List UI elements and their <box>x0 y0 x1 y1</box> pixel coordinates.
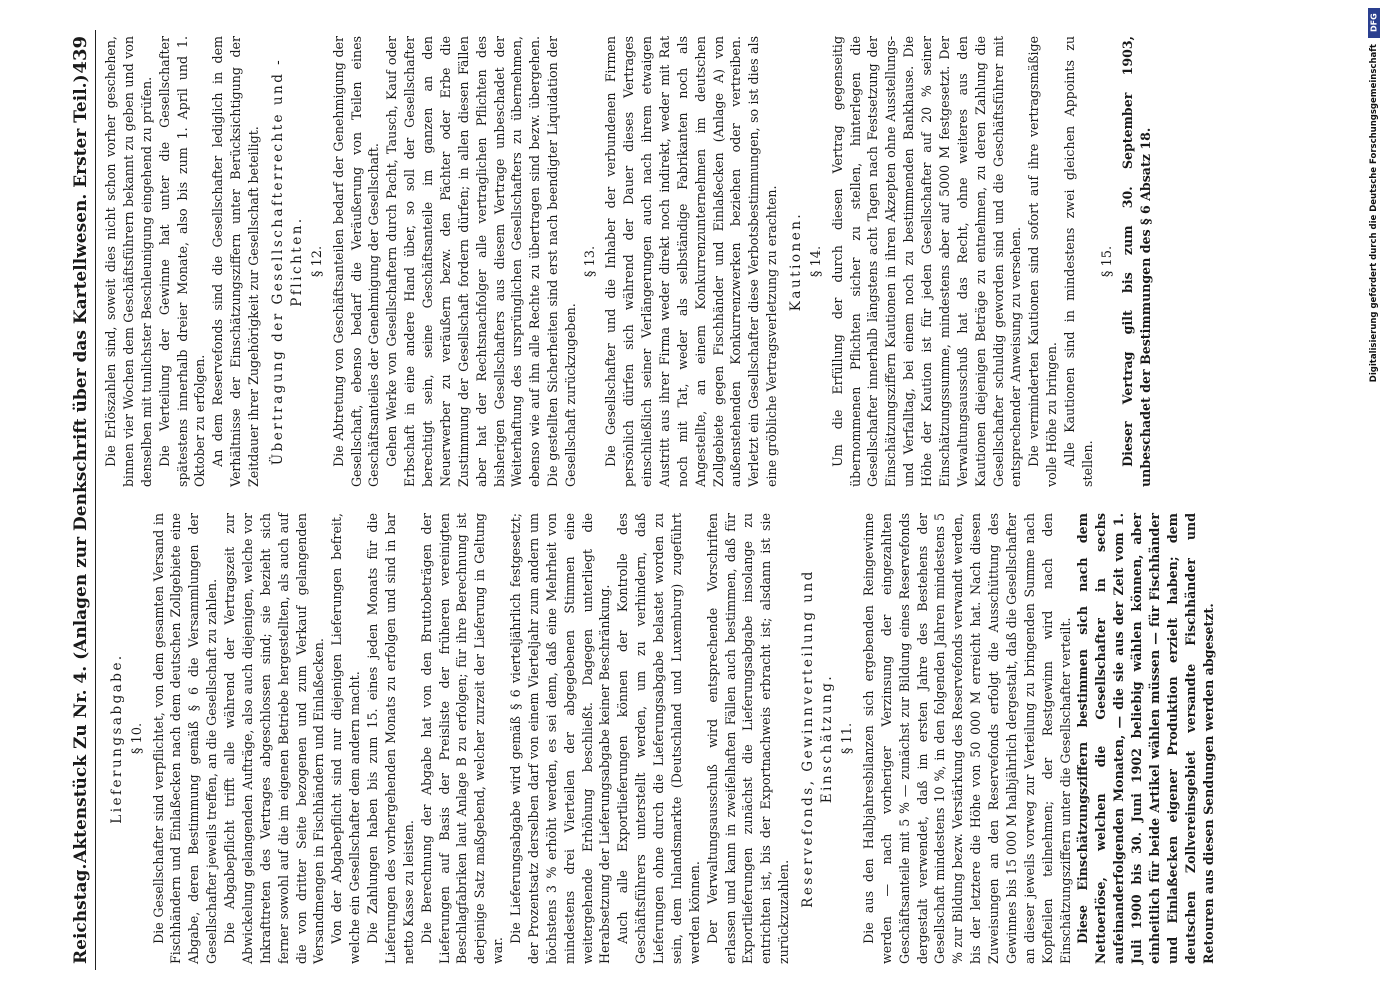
paragraph: Gehen Werke von Gesellschaftern durch Pacht, Tausch, Kauf oder Erbschaft in eine andere Hand über, so soll der Gesellschafter berechtigt sein, seine Geschäftsanteile im ganzen an den Neuerwerber zu veräußern bezw. den Pächter oder Erbe die Zustimmung der Gesellschaft fordern dürfen; in allen diesen Fällen aber hat der Rechtsnachfolger alle vertraglichen Pflichten des bisherigen Gesellschafters aus diesem Vertrage unbeschadet der Weiterhaftung des ursprünglichen Gesellschafters zu übernehmen, ebenso wie auf ihn alle Rechte zu übertragen sind bezw. übergehen. Die gestellten Sicherheiten sind erst nach beendigter Liquidation der Gesellschaft zurückzugeben. <box>384 36 579 487</box>
header-title: Aktenstück Zu Nr. 4. (Anlagen zur Denkschrift über das Kartellwesen. Erster Teil.) <box>71 74 91 863</box>
header-left: Reichstag. <box>71 863 91 964</box>
credit-text: Digitalisierung gefördert durch die Deutsche Forschungsgemeinschaft <box>1369 44 1379 383</box>
paragraph: Alle Kautionen sind in mindestens zwei gleichen Appoints zu stellen. <box>1062 36 1095 487</box>
paragraph: Von der Abgabepflicht sind nur diejenigen Lieferungen befreit, welche ein Gesellschafter dem andern macht. <box>329 513 363 964</box>
paragraph: Die Erlöszahlen sind, soweit dies nicht schon vorher geschehen, binnen vier Wochen dem Geschäftsführern bekannt zu geben und von denselben mit tunlichster Beschleunigung eingehend zu prüfen. <box>103 36 154 487</box>
paragraph: Die Zahlungen haben bis zum 15. eines jeden Monats für die Lieferungen des vorhergehenden Monats zu erfolgen und sind in bar netto Kasse zu leisten. <box>365 513 416 964</box>
paragraph: Die Abgabepflicht trifft alle während der Vertragszeit zur Abwickelung gelangenden Aufträge, also auch diejenigen, welche vor Inkrafttreten des Vertrages abgeschlossen sind; sie bezieht sich ferner sowohl auf die im eigenen Betriebe hergestellten, als auch auf die von dritter Seite bezogenen und zum Verkauf gelangenden Versandmengen in Fischhändern und Einlaßecken. <box>222 513 327 964</box>
paragraph-number: § 15. <box>1099 245 1115 278</box>
page-number: 439 <box>70 36 91 74</box>
paragraph: Die Berechnung der Abgabe hat von den Bruttobeträgen der Lieferungen auf Basis der Preisliste der früheren vereinigten Beschlagfabriken laut Anlage B zu erfolgen; für ihre Berechnung ist derjenige Satz maßgebend, welcher zurzeit der Lieferung in Geltung war. <box>418 513 506 964</box>
section-heading: Kautionen. <box>788 211 805 312</box>
paragraph: Dieser Vertrag gilt bis zum 30. September 1903, unbeschadet der Bestimmungen des § 6 Absatz 18. <box>1120 36 1154 487</box>
paragraph: Die Abtretung von Geschäftsanteilen bedarf der Genehmigung der Gesellschaft, ebenso bedarf die Veräußerung von Teilen eines Geschäftsanteiles der Genehmigung der Gesellschaft. <box>330 36 382 487</box>
dfg-logo: DFG <box>1368 8 1380 38</box>
paragraph: Die aus den Halbjahresbilanzen sich ergebenden Reingewinne werden — nach vorheriger Verzinsung der eingezahlten Geschäftsanteile mit 5 % — zunächst zur Bildung eines Reservefonds dergestalt verwendet, daß im ersten Jahre des Bestehens der Gesellschaft mindestens 10 %, in den folgenden Jahren mindestens 5 % zur Bildung bezw. Verstärkung des Reservefonds verwandt werden, bis der letztere die Höhe von 50 000 M erreicht hat. Nach diesen Zuweisungen an den Reservefonds erfolgt die Ausschüttung des Gewinnes bis 15 000 M halbjährlich dergestalt, daß die Gesellschafter an dieser jeweils vorweg zur Verteilung zu bringenden Summe nach Kopfteilen teilnehmen; der Restgewinn wird nach den Einschätzungsziffern unter die Gesellschafter verteilt. <box>860 513 1073 964</box>
left-column <box>102 513 1217 964</box>
text-columns <box>102 30 1217 970</box>
paragraph-number: § 10. <box>130 722 146 755</box>
paragraph: Die Verteilung der Gewinne hat unter die Gesellschafter spätestens innerhalb dreier Monate, also bis zum 1. April und 1. Oktober zu erfolgen. <box>156 36 208 487</box>
paragraph: Um die Erfüllung der durch diesen Vertrag gegenseitig übernommenen Pflichten sicher zu stellen, hinterlegen die Gesellschafter innerhalb längstens acht Tagen nach Festsetzung der Einschätzungsziffern Kautionen in ihren Akzepten ohne Ausstellungs- und Verfalltag, bei einem noch zu bestimmenden Bankhause. Die Höhe der Kaution ist für jeden Gesellschafter auf 20 % seiner Einschätzungssumme, mindestens aber auf 5000 M festgesetzt. Der Verwaltungsausschuß hat das Recht, ohne weiteres aus den Kautionen diejenigen Beträge zu entnehmen, zu deren Zahlung die Gesellschafter schuldig geworden sind und die Geschäftsführer mit entsprechender Anweisung zu versehen. <box>829 36 1024 487</box>
paragraph: Die Gesellschafter sind verpflichtet, von dem gesamten Versand in Fischhändern und Einlaßecken nach dem deutschen Zollgebiete eine Abgabe, deren Bestimmung gemäß § 6 die Versammlungen der Gesellschafter jeweils treffen, an die Gesellschaft zu zahlen. <box>150 513 220 964</box>
document-page <box>70 30 1370 970</box>
digitization-credit <box>1368 4 1382 996</box>
section-heading: Lieferungsabgabe. <box>109 653 125 824</box>
paragraph: Die verminderten Kautionen sind sofort auf ihre vertragsmäßige volle Höhe zu bringen. <box>1026 36 1060 487</box>
section-heading: Übertragung der Gesellschafterrechte und -Pflichten. <box>269 57 306 466</box>
paragraph: Der Verwaltungsausschuß wird entsprechende Vorschriften erlassen und kann in zweifelhaften Fällen auch bestimmen, daß für Exportlieferungen zunächst die Lieferungsabgabe insolange zu entrichten ist, bis der Exportnachweis erbracht ist; alsdann ist sie zurückzuzahlen. <box>704 513 792 964</box>
paragraph-number: § 12. <box>310 245 326 278</box>
paragraph-number: § 11. <box>840 722 856 755</box>
page-header <box>70 30 96 970</box>
paragraph-number: § 14. <box>809 245 825 278</box>
paragraph-number: § 13. <box>582 245 598 278</box>
paragraph: Die Lieferungsabgabe wird gemäß § 6 vierteljährlich festgesetzt; der Prozentsatz derselben darf von einem Vierteljahr zum andern um höchstens 3 % erhöht werden, es sei denn, daß eine Mehrheit von mindestens drei Vierteilen der abgegebenen Stimmen eine weitergehende Erhöhung beschließt. Dagegen unterliegt die Herabsetzung der Lieferungsabgabe keiner Beschränkung. <box>508 513 613 964</box>
paragraph: Auch alle Exportlieferungen können der Kontrolle des Geschäftsführers unterstellt werden, um zu verhindern, daß Lieferungen ohne durch die Lieferungsabgabe belastet worden zu sein, dem Inlandsmarkte (Deutschland und Luxemburg) zugeführt werden können. <box>615 513 702 964</box>
paragraph: Diese Einschätzungsziffern bestimmen sich nach dem Nettoerlöse, welchen die Gesellschafter in sechs aufeinanderfolgenden Monaten, — die sie aus der Zeit vom 1. Juli 1900 bis 30. Juni 1902 beliebig wählen können, aber einheitlich für beide Artikel wählen müssen — für Fischhänder und Einlaßecken eigener Produktion erzielt haben; dem deutschen Zollvereinsgebiet versandte Fischhänder und Retouren aus diesen Sendungen werden abgesetzt. <box>1075 513 1216 964</box>
paragraph: An dem Reservefonds sind die Gesellschafter lediglich in dem Verhältnisse der Einschätzungsziffern unter Berücksichtigung der Zeitdauer ihrer Zugehörigkeit zur Gesellschaft beteiligt. <box>210 36 261 487</box>
paragraph: Die Gesellschafter und die Inhaber der verbundenen Firmen persönlich dürfen sich während der Dauer dieses Vertrages einschließlich seiner Verlängerungen auch nach ihrem etwaigen Austritt aus ihrer Firma weder direkt noch indirekt, weder mit Rat noch mit Tat, weder als selbständige Fabrikanten noch als Angestellte, an einem Konkurrenzunternehmen im deutschen Zollgebiete gegen Fischhänder und Einlaßecken (Anlage A) von außenstehenden Konkurrenzwerken beziehen oder vertreiben. Verletzt ein Gesellschafter diese Verbotsbestimmungen, so ist dies als eine gröbliche Vertragsverletzung zu erachten. <box>603 36 780 487</box>
right-column <box>102 36 1217 487</box>
section-heading: Reservefonds, Gewinnverteilung und Einschätzung. <box>800 569 836 908</box>
